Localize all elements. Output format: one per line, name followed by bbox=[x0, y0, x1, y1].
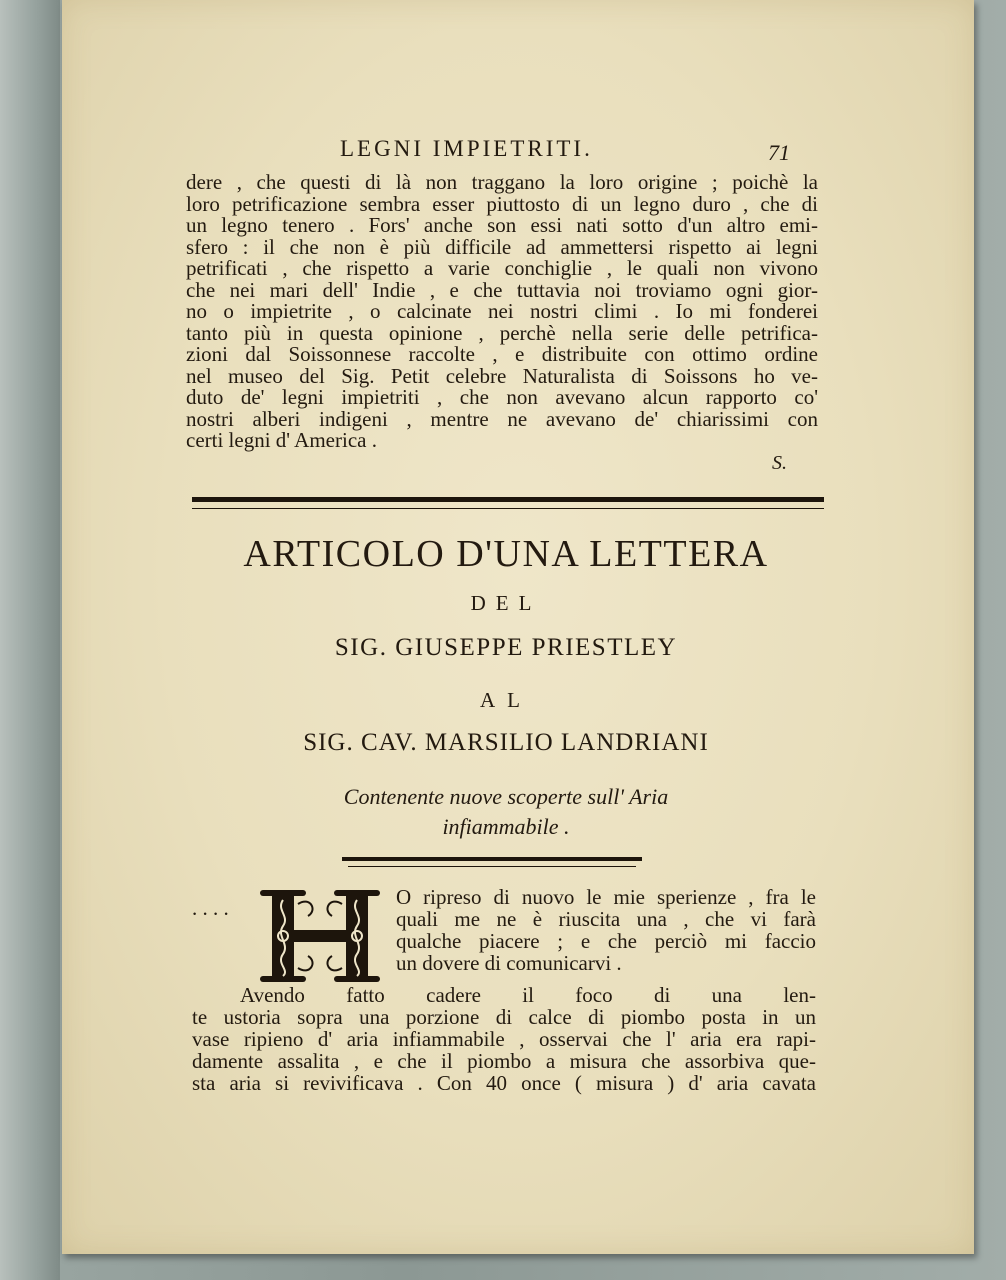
ornamental-rule-thin bbox=[348, 866, 636, 867]
signature: S. bbox=[772, 452, 787, 474]
text-line: qualche piacere ; e che perciò mi faccio bbox=[396, 929, 816, 953]
text-line: Avendo fatto cadere il foco di una len- bbox=[240, 983, 816, 1007]
article-title: ARTICOLO D'UNA LETTERA bbox=[243, 533, 769, 575]
text-line: certi legni d' America . bbox=[186, 428, 377, 452]
binding-edge bbox=[0, 0, 60, 1280]
text-line: no o impietrite , o calcinate nei nostri climi . Io mi fonderei bbox=[186, 299, 818, 323]
text-line: sfero : il che non è più difficile ad ammettersi rispetto ai legni bbox=[186, 234, 818, 259]
ornamental-rule-thick bbox=[342, 857, 642, 861]
text-line: dere , che questi di là non traggano la loro origine ; poichè la bbox=[186, 170, 818, 194]
running-head: LEGNI IMPIETRITI. bbox=[340, 136, 593, 161]
text-line: sta aria si revivificava . Con 40 once ( misura ) d' aria cavata bbox=[192, 1071, 816, 1095]
recipient-line: SIG. CAV. MARSILIO LANDRIANI bbox=[303, 729, 709, 756]
text-line: loro petrificazione sembra esser piuttosto di un legno duro , che di bbox=[186, 191, 818, 216]
text-line: che nei mari dell' Indie , e che tuttavia noi troviamo ogni gior- bbox=[186, 277, 818, 302]
ellipsis: . . . . bbox=[192, 896, 229, 920]
text-line: un legno tenero . Fors' anche son essi nati sotto d'un altro emi- bbox=[186, 213, 818, 237]
page-number: 71 bbox=[768, 140, 790, 165]
section-rule-thick bbox=[192, 497, 824, 502]
text-line: vase ripieno d' aria infiammabile , osservai che l' aria era rapi- bbox=[192, 1027, 816, 1051]
text-line: damente assalita , e che il piombo a misura che assorbiva que- bbox=[192, 1049, 816, 1073]
author-line: SIG. GIUSEPPE PRIESTLEY bbox=[334, 634, 678, 661]
text-line: O ripreso di nuovo le mie sperienze , fra le bbox=[396, 885, 816, 909]
text-line: zioni dal Soissonnese raccolte , e distribuite con ottimo ordine bbox=[186, 342, 818, 366]
text-line: quali me ne è riuscita una , che vi farà bbox=[396, 907, 816, 931]
text-line: nel museo del Sig. Petit celebre Naturalista di Soissons ho ve- bbox=[186, 363, 818, 388]
book-page bbox=[62, 0, 974, 1254]
letter-body bbox=[192, 984, 816, 1094]
text-line: te ustoria sopra una porzione di calce di piombo posta in un bbox=[192, 1005, 816, 1029]
paragraph-previous-article bbox=[186, 172, 818, 452]
title-al: AL bbox=[480, 688, 532, 712]
letter-opening-beside-initial bbox=[396, 886, 816, 974]
decorated-initial-h-icon bbox=[258, 888, 384, 984]
section-rule-thin bbox=[192, 508, 824, 509]
text-line: duto de' legni impietriti , che non avevano alcun rapporto co' bbox=[186, 385, 818, 409]
subtitle-line: Contenente nuove scoperte sull' Aria bbox=[343, 784, 669, 809]
title-del: DEL bbox=[470, 591, 542, 615]
subtitle-line: infiammabile . bbox=[442, 814, 570, 839]
text-line: petrificati , che rispetto a varie conchiglie , le quali non vivono bbox=[186, 256, 818, 280]
text-line: un dovere di comunicarvi . bbox=[396, 951, 622, 975]
article-subtitle bbox=[182, 782, 830, 842]
text-line: tanto più in questa opinione , perchè nella serie delle petrifica- bbox=[186, 320, 818, 345]
text-line: nostri alberi indigeni , mentre ne avevano de' chiarissimi con bbox=[186, 406, 818, 431]
